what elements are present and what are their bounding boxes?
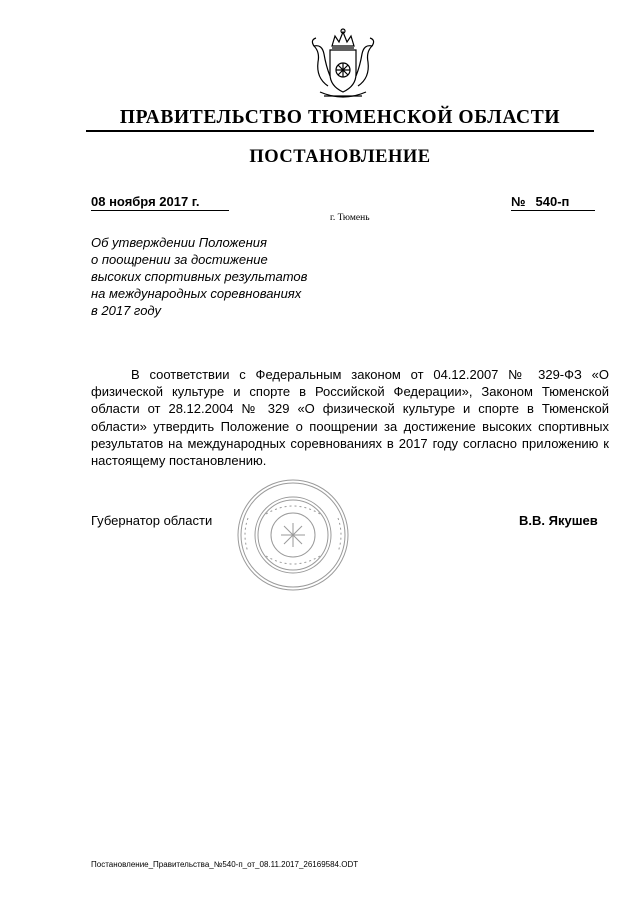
title-divider — [86, 130, 594, 132]
subject-line: Об утверждении Положения — [91, 235, 267, 250]
subject-line: о поощрении за достижение — [91, 252, 268, 267]
document-city: г. Тюмень — [330, 213, 370, 223]
subject-line: высоких спортивных результатов — [91, 269, 308, 284]
tyumen-oblast-coat-of-arms-icon — [302, 26, 384, 104]
body-paragraph: В соответствии с Федеральным законом от 04.12.2007 № 329-ФЗ «О физической культуре и спорте в Российской Федерации», Законом Тюменской области от 28.12.2004 № 329 «О физической культуре и спорте в Тюменской области» утвердить Положение о поощрении за достижение высоких спортивных результатов на международных соревнованиях в 2017 году согласно приложению к настоящему постановлению. — [91, 367, 609, 469]
official-seal-stamp-icon — [236, 478, 350, 592]
document-number — [511, 194, 595, 211]
document-date: 08 ноября 2017 г. — [91, 194, 229, 211]
organization-title: ПРАВИТЕЛЬСТВО ТЮМЕНСКОЙ ОБЛАСТИ — [119, 107, 561, 128]
document-type-title: ПОСТАНОВЛЕНИЕ — [249, 147, 431, 167]
document-subject — [91, 234, 391, 319]
number-sign: № — [511, 194, 526, 209]
number-value: 540-п — [535, 194, 570, 209]
subject-line: на международных соревнованиях — [91, 286, 302, 301]
signer-name: В.В. Якушев — [519, 513, 598, 528]
subject-line: в 2017 году — [91, 303, 161, 318]
footer-file-name: Постановление_Правительства_№540-п_от_08.11.2017_26169584.ODT — [91, 860, 359, 869]
signer-position: Губернатор области — [91, 513, 213, 528]
